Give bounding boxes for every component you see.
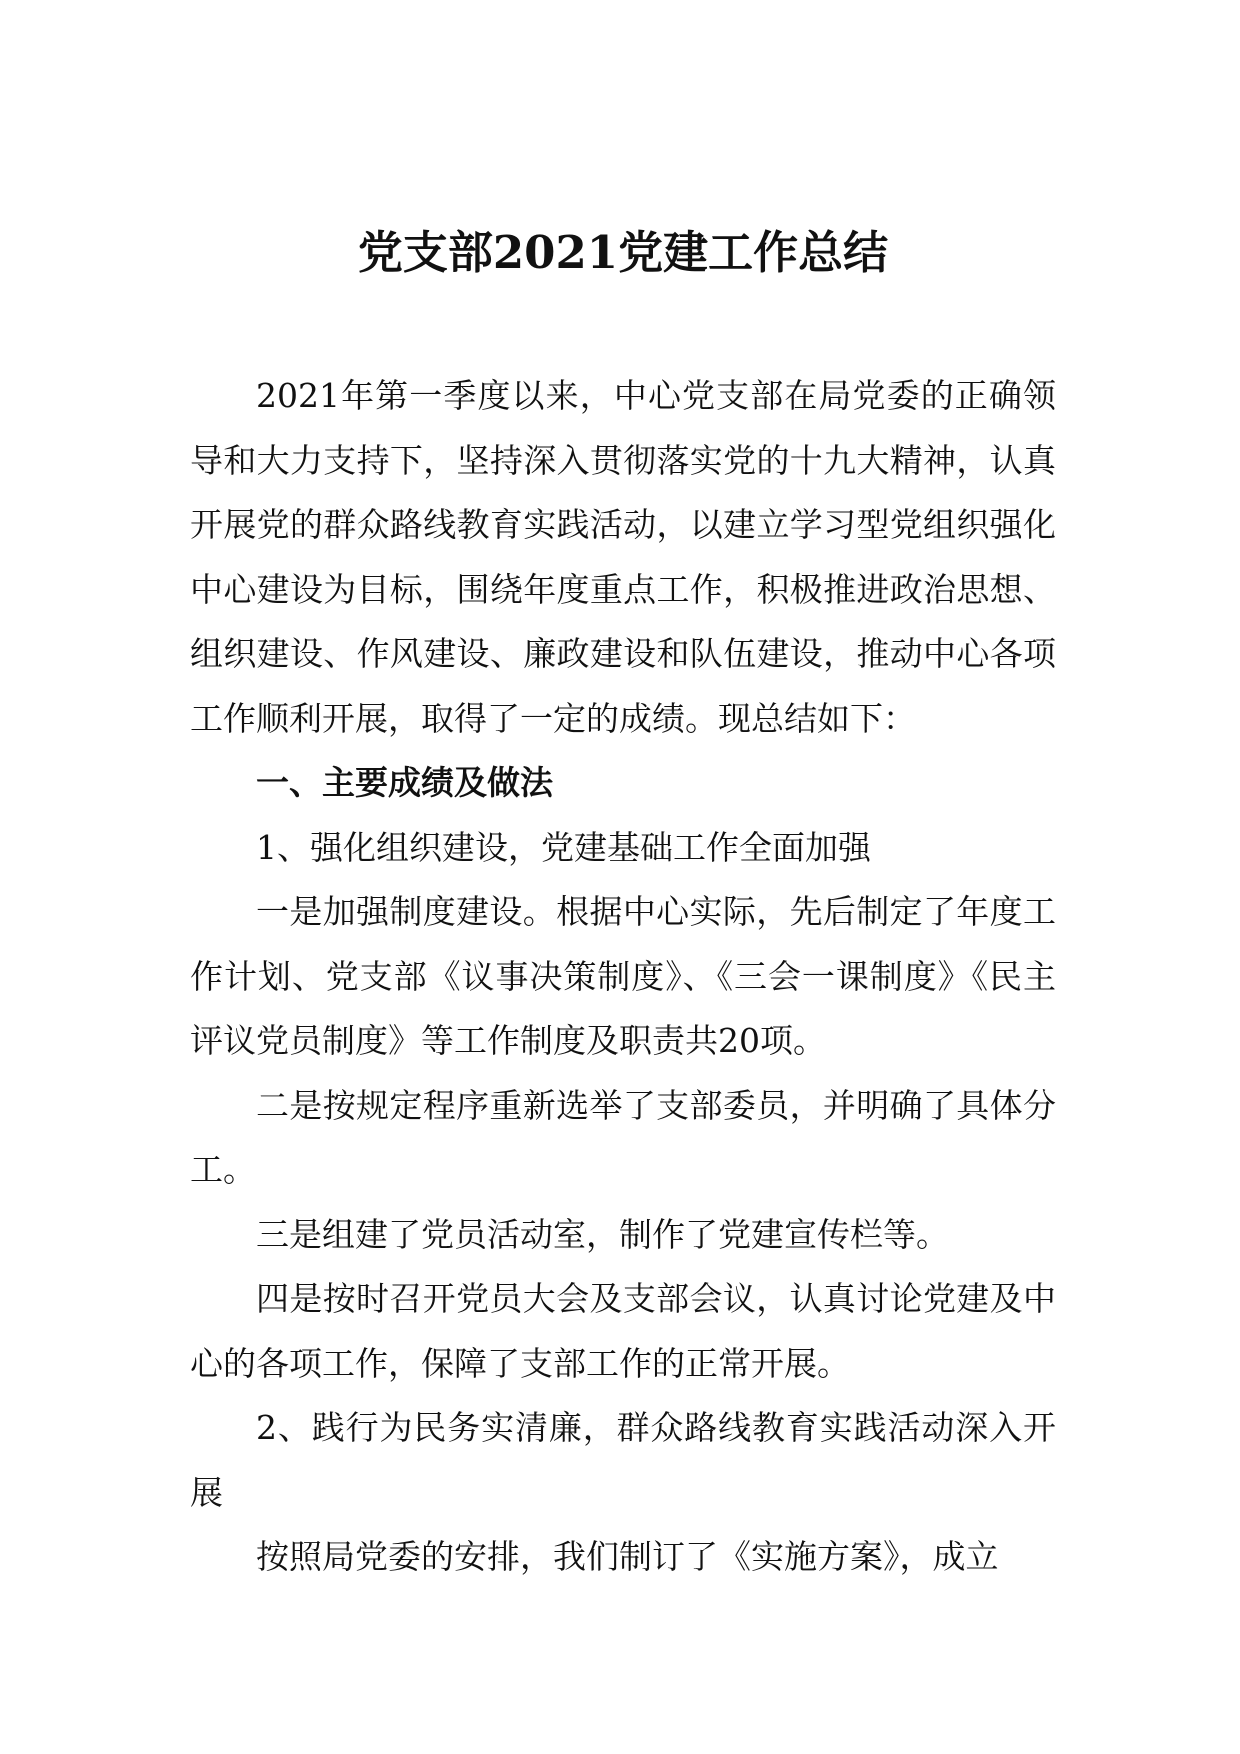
section-heading-main-achievements: 一、主要成绩及做法 (256, 763, 553, 802)
paragraph-committee-election: 二是按规定程序重新选举了支部委员，并明确了具体分工。 (190, 1085, 1056, 1189)
subsection-heading-mass-line: 2、践行为民务实清廉，群众路线教育实践活动深入开展 (190, 1408, 1056, 1512)
subsection-heading-organization-building: 1、强化组织建设，党建基础工作全面加强 (256, 827, 871, 867)
document-page (190, 0, 1056, 1754)
paragraph-system-building: 一是加强制度建设。根据中心实际，先后制定了年度工作计划、党支部《议事决策制度》、《三会一课制度》《民主评议党员制度》等工作制度及职责共20项。 (190, 892, 1056, 1060)
document-body (190, 364, 1056, 1590)
document-title: 党支部2021党建工作总结 (357, 226, 889, 279)
paragraph-implementation-plan: 按照局党委的安排，我们制订了《实施方案》，成立 (256, 1537, 999, 1576)
intro-paragraph: 2021年第一季度以来，中心党支部在局党委的正确领导和大力支持下，坚持深入贯彻落实党的十九大精神，认真开展党的群众路线教育实践活动，以建立学习型党组织强化中心建设为目标，围绕年度重点工作，积极推进政治思想、组织建设、作风建设、廉政建设和队伍建设，推动中心各项工作顺利开展，取得了一定的成绩。现总结如下： (190, 376, 1056, 738)
paragraph-meetings: 四是按时召开党员大会及支部会议，认真讨论党建及中心的各项工作，保障了支部工作的正常开展。 (190, 1279, 1056, 1383)
paragraph-activity-room: 三是组建了党员活动室，制作了党建宣传栏等。 (256, 1214, 949, 1254)
